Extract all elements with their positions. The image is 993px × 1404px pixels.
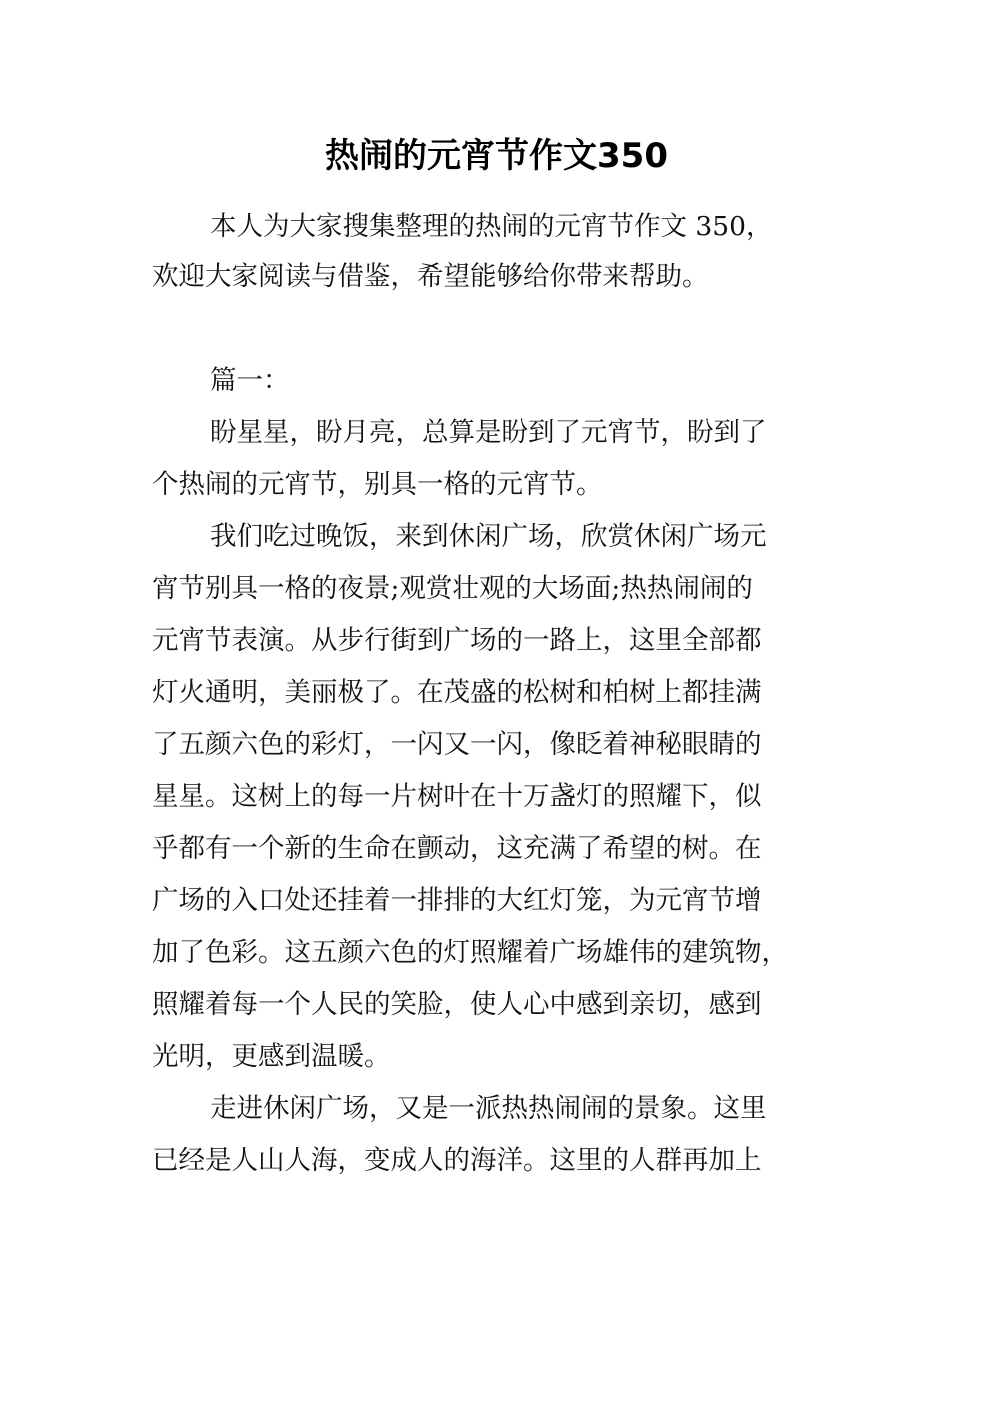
paragraph-line: 我们吃过晚饭，来到休闲广场，欣赏休闲广场元 xyxy=(210,521,767,552)
paragraph-line: 光明，更感到温暖。 xyxy=(152,1041,391,1072)
paragraph-line: 元宵节表演。从步行街到广场的一路上，这里全部都 xyxy=(152,625,762,656)
intro-line: 欢迎大家阅读与借鉴，希望能够给你带来帮助。 xyxy=(152,261,709,292)
paragraph-line: 广场的入口处还挂着一排排的大红灯笼，为元宵节增 xyxy=(152,885,762,916)
paragraph-line: 了五颜六色的彩灯，一闪又一闪，像眨着神秘眼睛的 xyxy=(152,729,762,760)
paragraph-line: 乎都有一个新的生命在颤动，这充满了希望的树。在 xyxy=(152,833,762,864)
paragraph-line: 个热闹的元宵节，别具一格的元宵节。 xyxy=(152,469,603,500)
paragraph-line: 星星。这树上的每一片树叶在十万盏灯的照耀下，似 xyxy=(152,781,762,812)
document-title: 热闹的元宵节作文350 xyxy=(325,136,668,176)
paragraph-line: 宵节别具一格的夜景;观赏壮观的大场面;热热闹闹的 xyxy=(152,573,753,604)
section-heading: 篇一： xyxy=(210,365,290,396)
paragraph-line: 走进休闲广场，又是一派热热闹闹的景象。这里 xyxy=(210,1093,767,1124)
paragraph-line: 盼星星，盼月亮，总算是盼到了元宵节，盼到了 xyxy=(210,417,767,448)
paragraph-line: 照耀着每一个人民的笑脸，使人心中感到亲切，感到 xyxy=(152,989,762,1020)
paragraph-line: 灯火通明，美丽极了。在茂盛的松树和柏树上都挂满 xyxy=(152,677,762,708)
intro-line: 本人为大家搜集整理的热闹的元宵节作文 350， xyxy=(210,211,773,242)
paragraph-line: 已经是人山人海，变成人的海洋。这里的人群再加上 xyxy=(152,1145,762,1176)
paragraph-line: 加了色彩。这五颜六色的灯照耀着广场雄伟的建筑物， xyxy=(152,937,788,968)
